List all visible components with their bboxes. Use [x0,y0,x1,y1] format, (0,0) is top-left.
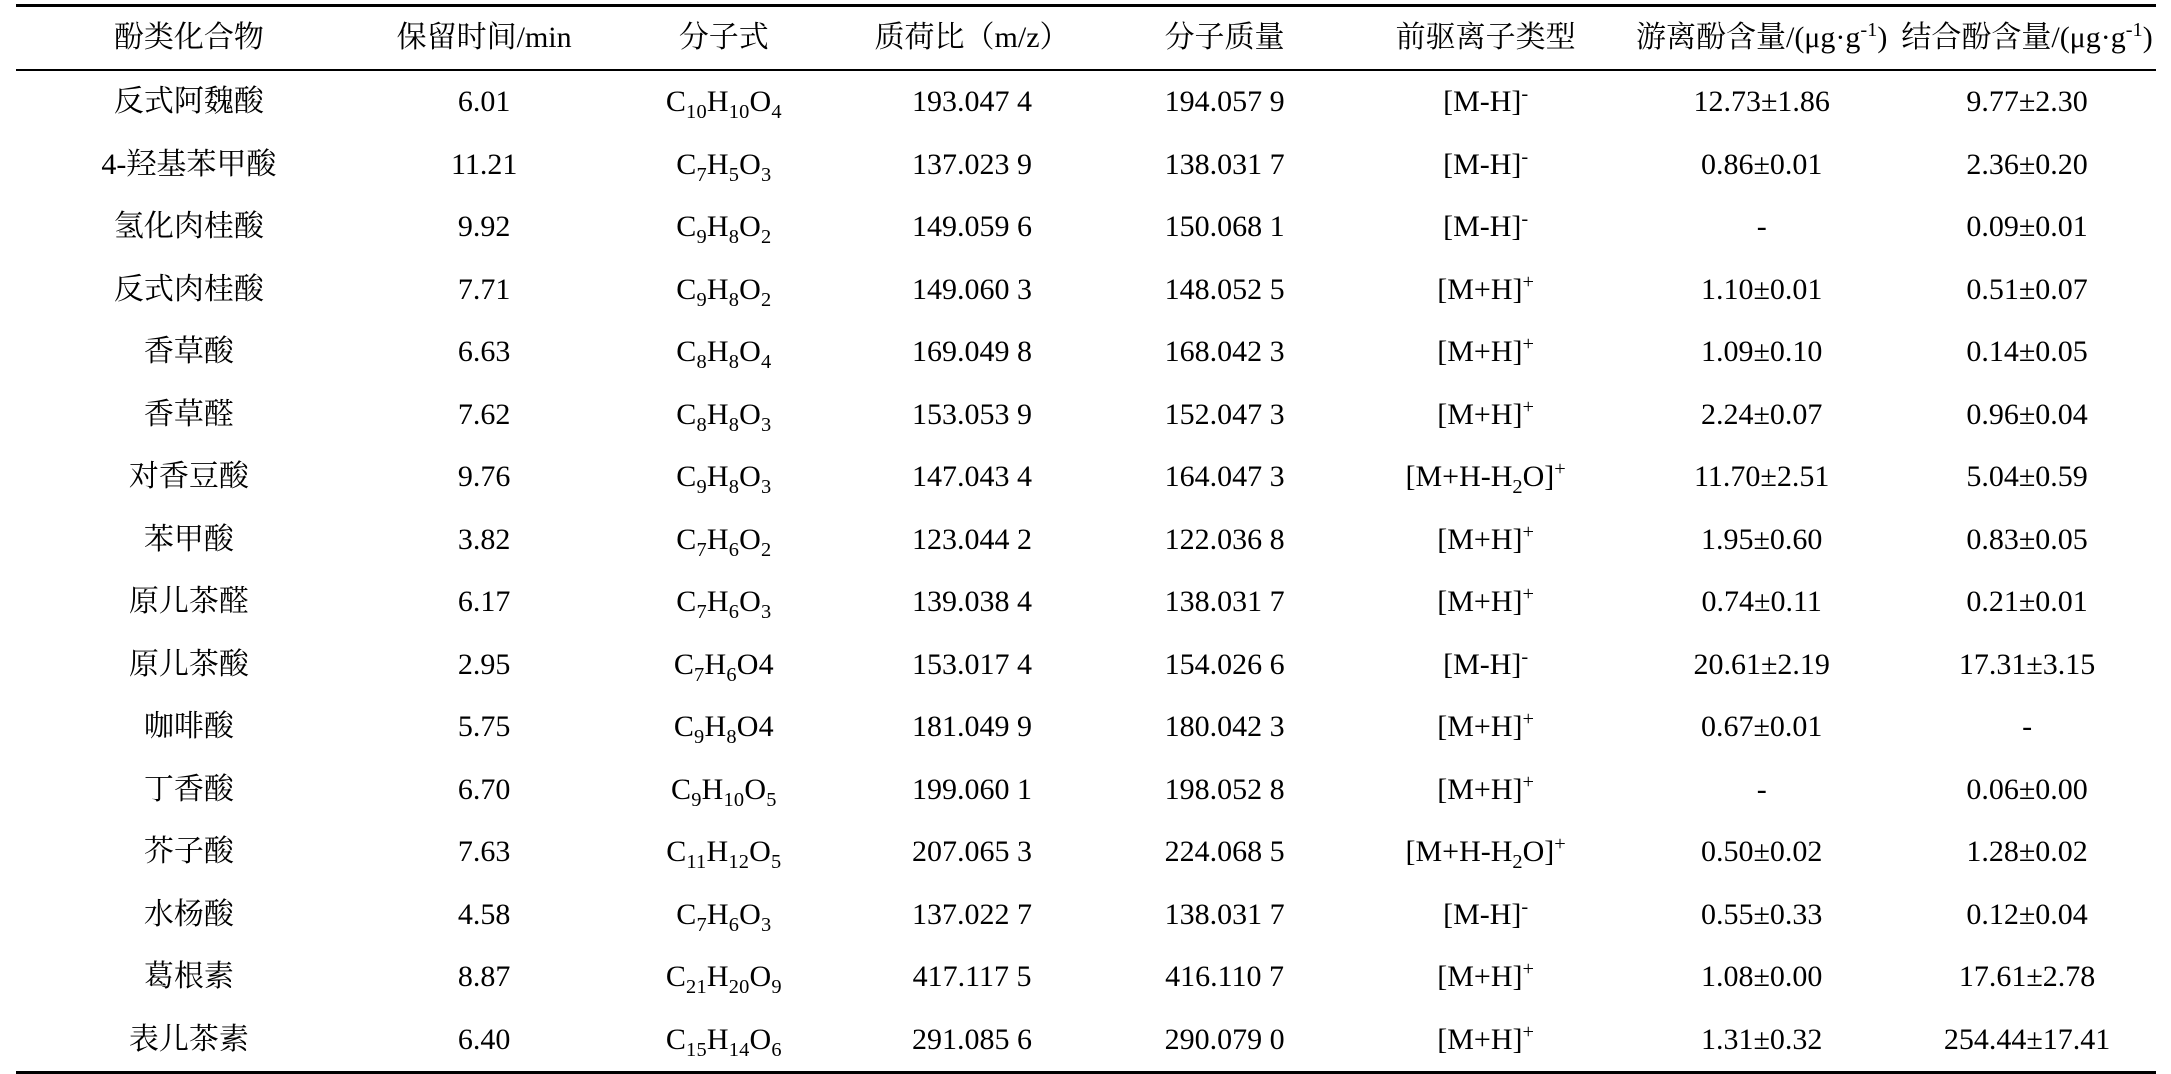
cell-mz: 153.017 4 [912,647,1033,681]
cell-free-phenol-content: 1.95±0.60 [1700,522,1823,556]
cell-free-phenol-content: 0.67±0.01 [1700,710,1823,743]
cell-retention-time: 4.58 [457,897,511,931]
cell-mz: 149.060 3 [912,272,1033,306]
precursor-charge: - [1521,145,1529,168]
cell-precursor-ion-type [1347,259,1625,322]
precursor-text: [M+H] [1437,772,1523,806]
formula-element: O [749,835,772,868]
cell-molecular-mass: 164.047 3 [1164,460,1285,493]
cell-compound: 表儿茶素 [16,1009,363,1073]
formula-element: O [739,335,761,368]
phenolic-compounds-table [16,4,2156,1074]
cell-precursor-ion-type [1347,946,1625,1009]
formula-element: H [706,960,729,993]
formula-subscript: 2 [761,288,772,311]
formula-element: O [739,522,761,556]
formula-subscript: 6 [728,601,740,623]
column-header-mz: 质荷比（m/z） [842,6,1103,71]
cell-bound-phenol-content: 0.96±0.04 [1966,397,2088,431]
precursor-text: [M+H] [1437,960,1523,993]
formula-subscript: 15 [686,1038,707,1061]
table-row [16,134,2156,197]
precursor-charge: + [1522,395,1535,418]
precursor-text: [M-H] [1443,85,1522,118]
formula-subscript: 7 [694,663,705,686]
formula-subscript: 7 [696,601,707,623]
cell-mz: 291.085 6 [842,1009,1103,1073]
formula-subscript: 9 [696,226,707,248]
precursor-charge: + [1522,333,1535,355]
formula-subscript: 20 [728,976,750,998]
formula-element: O [739,272,761,306]
cell-precursor-ion-type [1347,1009,1625,1073]
precursor-charge: + [1554,833,1566,855]
formula-element: H [706,460,729,493]
cell-free-phenol-content: 0.86±0.01 [1700,147,1823,181]
formula-element: C [665,1022,687,1056]
table-row [16,446,2156,509]
cell-retention-time: 7.62 [457,397,511,431]
cell-precursor-ion-type [1347,696,1625,759]
cell-precursor-ion-type [1347,759,1625,822]
formula-subscript: 10 [686,101,707,123]
cell-retention-time: 11.21 [450,147,518,181]
precursor-charge: - [1521,895,1529,918]
cell-bound-phenol-content: 254.44±17.41 [1899,1009,2156,1073]
table-row [16,571,2156,634]
cell-free-phenol-content: 0.55±0.33 [1700,897,1823,931]
column-header-free-phenol-content [1625,6,1899,71]
precursor-charge: - [1521,208,1529,230]
formula-element: C [666,835,687,868]
cell-mz: 137.023 9 [912,147,1033,181]
formula-subscript: 12 [728,851,750,873]
cell-precursor-ion-type [1347,446,1625,509]
precursor-text: [M+H] [1437,585,1523,618]
cell-mz: 123.044 2 [912,522,1033,556]
table-body [16,70,2156,1073]
formula-element: H [706,85,729,118]
precursor-text-tail: O] [1522,460,1555,493]
cell-molecular-mass: 148.052 5 [1164,272,1285,306]
cell-retention-time: 9.76 [457,460,511,493]
cell-free-phenol-content: - [1756,772,1767,806]
cell-precursor-ion-type [1347,571,1625,634]
cell-molecular-mass: 138.031 7 [1164,897,1285,931]
cell-molecular-mass: 224.068 5 [1164,835,1285,868]
cell-molecular-formula [606,446,841,509]
formula-element: C [665,960,687,993]
free-phenol-header-main: 游离酚含量/(μg·g [1635,21,1861,54]
precursor-text: [M-H] [1443,210,1522,243]
cell-molecular-formula [606,946,841,1009]
cell-molecular-formula [606,384,841,447]
cell-precursor-ion-type [1347,884,1625,947]
formula-subscript: 3 [761,476,772,498]
cell-retention-time: 3.82 [457,522,511,556]
formula-subscript: 2 [761,538,772,561]
formula-element: O [739,397,761,431]
formula-element: C [676,210,697,243]
formula-subscript: 5 [771,851,782,873]
cell-compound: 葛根素 [143,960,234,993]
formula-element: H [706,147,729,181]
cell-compound: 水杨酸 [143,897,234,931]
cell-free-phenol-content: 11.70±2.51 [1694,460,1830,493]
cell-bound-phenol-content: 2.36±0.20 [1966,147,2088,181]
column-header-molecular-mass: 分子质量 [1103,6,1347,71]
formula-subscript: 9 [771,976,782,998]
formula-subscript: 8 [728,226,740,248]
formula-subscript: 7 [696,538,707,561]
formula-subscript: 7 [696,913,707,936]
cell-retention-time: 6.70 [457,772,511,806]
formula-subscript: 3 [761,163,772,186]
formula-element: C [676,897,697,931]
formula-element: O [749,1022,772,1056]
cell-compound: 原儿茶酸 [128,647,249,681]
cell-compound: 香草醛 [143,397,234,431]
table-row [16,196,2156,259]
cell-bound-phenol-content: 9.77±2.30 [1966,85,2088,118]
table-row [16,1009,2156,1073]
cell-mz: 207.065 3 [912,835,1033,868]
precursor-charge: + [1522,770,1535,793]
cell-compound: 丁香酸 [143,772,234,806]
precursor-charge: + [1522,270,1535,293]
cell-molecular-formula [606,259,841,322]
cell-bound-phenol-content: 5.04±0.59 [1966,460,2088,493]
formula-element: O [749,85,772,118]
formula-subscript: 4 [771,101,782,123]
cell-retention-time: 6.40 [362,1009,606,1073]
precursor-text: [M+H] [1437,335,1523,368]
table-row [16,821,2156,884]
precursor-charge: + [1522,520,1535,543]
precursor-text: [M+H] [1437,272,1523,306]
cell-molecular-mass: 138.031 7 [1164,585,1285,618]
cell-molecular-mass: 152.047 3 [1164,397,1285,431]
table-row [16,759,2156,822]
formula-element: H [704,647,727,681]
formula-element: O [739,210,761,243]
cell-compound: 咖啡酸 [143,710,234,743]
cell-mz: 137.022 7 [912,897,1033,931]
cell-molecular-formula [606,634,841,697]
cell-molecular-formula [606,70,841,134]
precursor-text: [M-H] [1443,647,1522,681]
table-row [16,259,2156,322]
precursor-charge: + [1522,708,1535,730]
cell-free-phenol-content: 20.61±2.19 [1693,647,1830,681]
cell-bound-phenol-content: - [2022,710,2033,743]
precursor-charge: + [1522,1020,1535,1043]
cell-bound-phenol-content: 0.14±0.05 [1966,335,2088,368]
cell-molecular-formula [606,321,841,384]
formula-subscript: 11 [686,851,707,873]
precursor-text-tail: O] [1522,835,1555,868]
cell-molecular-formula [606,509,841,572]
precursor-charge: + [1522,583,1535,605]
cell-molecular-mass: 198.052 8 [1164,772,1285,806]
precursor-text: [M+H] [1437,397,1523,431]
cell-molecular-mass: 194.057 9 [1164,85,1285,118]
bound-phenol-header-exponent: -1 [2125,19,2143,41]
cell-molecular-mass: 168.042 3 [1164,335,1285,368]
formula-subscript: 7 [696,163,707,186]
column-header-bound-phenol-content [1899,6,2156,71]
cell-precursor-ion-type [1347,134,1625,197]
cell-free-phenol-content: 2.24±0.07 [1700,397,1823,431]
formula-element: H [706,585,729,618]
table-header [16,6,2156,71]
cell-mz: 193.047 4 [912,85,1033,118]
free-phenol-header-exponent: -1 [1860,19,1878,41]
cell-bound-phenol-content: 1.28±0.02 [1966,835,2088,868]
formula-subscript: 9 [696,288,707,311]
formula-element: C [676,522,697,556]
cell-mz: 149.059 6 [912,210,1033,243]
formula-subscript: 5 [766,788,777,811]
cell-mz: 153.053 9 [912,397,1033,431]
cell-retention-time: 2.95 [457,647,511,681]
cell-compound: 氢化肉桂酸 [113,210,264,243]
cell-molecular-mass: 150.068 1 [1164,210,1285,243]
cell-molecular-formula [606,571,841,634]
precursor-charge: + [1554,458,1566,480]
precursor-subscript: 2 [1512,476,1523,498]
cell-mz: 169.049 8 [912,335,1033,368]
cell-molecular-formula [606,759,841,822]
formula-subscript: 8 [696,413,707,436]
cell-molecular-mass: 416.110 7 [1165,960,1285,993]
precursor-text: [M+H] [1437,522,1523,556]
cell-molecular-mass: 290.079 0 [1103,1009,1347,1073]
bound-phenol-header-tail: ) [2142,21,2153,54]
formula-subscript: 6 [728,538,740,561]
precursor-text: [M-H] [1443,897,1522,931]
cell-precursor-ion-type [1347,70,1625,134]
formula-subscript: 10 [728,101,750,123]
formula-element: C [673,710,695,743]
cell-compound: 对香豆酸 [128,460,249,493]
formula-element: C [676,272,697,306]
precursor-charge: - [1521,83,1529,105]
table-row [16,884,2156,947]
cell-precursor-ion-type [1347,196,1625,259]
precursor-text: [M+H] [1437,1022,1523,1056]
formula-element: H [704,710,727,743]
formula-subscript: 9 [691,788,702,811]
cell-molecular-mass: 122.036 8 [1164,522,1285,556]
cell-precursor-ion-type [1347,321,1625,384]
formula-element: C [676,460,697,493]
formula-subscript: 8 [728,351,740,373]
formula-element: C [665,85,687,118]
formula-element: C [676,147,697,181]
formula-element: O4 [736,710,774,743]
cell-retention-time: 8.87 [457,960,511,993]
table-row [16,70,2156,134]
precursor-subscript: 2 [1512,851,1523,873]
cell-compound: 芥子酸 [143,835,234,868]
cell-compound: 原儿茶醛 [128,585,249,618]
formula-element: H [706,1022,729,1056]
cell-precursor-ion-type [1347,509,1625,572]
cell-bound-phenol-content: 0.21±0.01 [1966,585,2088,618]
formula-subscript: 4 [761,351,772,373]
formula-subscript: 9 [694,726,705,748]
cell-precursor-ion-type [1347,634,1625,697]
formula-element: C [676,397,697,431]
formula-subscript: 14 [728,1038,750,1061]
formula-subscript: 9 [696,476,707,498]
cell-precursor-ion-type [1347,384,1625,447]
formula-element: C [676,585,697,618]
formula-subscript: 8 [728,476,740,498]
cell-free-phenol-content: 1.09±0.10 [1700,335,1823,368]
cell-retention-time: 6.01 [457,85,511,118]
column-header-compound: 酚类化合物 [16,6,363,71]
cell-molecular-mass: 180.042 3 [1164,710,1285,743]
precursor-charge: - [1521,645,1529,668]
column-header-retention-time: 保留时间/min [362,6,606,71]
formula-element: C [671,772,692,806]
precursor-text: [M-H] [1443,147,1522,181]
table-row [16,384,2156,447]
formula-subscript: 8 [728,413,740,436]
formula-subscript: 21 [686,976,707,998]
formula-subscript: 3 [761,913,772,936]
formula-subscript: 3 [761,601,772,623]
cell-compound: 反式肉桂酸 [113,272,264,306]
formula-subscript: 6 [728,913,740,936]
cell-compound: 香草酸 [143,335,234,368]
cell-bound-phenol-content: 17.31±3.15 [1958,647,2096,681]
cell-molecular-formula [606,196,841,259]
table-row [16,321,2156,384]
cell-retention-time: 6.63 [457,335,511,368]
formula-subscript: 10 [723,788,745,811]
formula-element: H [706,897,729,931]
table-row [16,946,2156,1009]
formula-element: O [739,585,761,618]
formula-element: H [706,272,729,306]
cell-mz: 147.043 4 [912,460,1033,493]
cell-molecular-formula [606,821,841,884]
formula-element: H [706,397,729,431]
precursor-text: [M+H-H [1405,460,1513,493]
cell-free-phenol-content: 1.31±0.32 [1625,1009,1899,1073]
formula-subscript: 6 [771,1038,782,1061]
cell-retention-time: 6.17 [457,585,511,618]
formula-subscript: 3 [761,413,772,436]
formula-subscript: 2 [761,226,772,248]
formula-element: C [673,647,695,681]
cell-retention-time: 7.63 [457,835,511,868]
cell-compound: 4-羟基苯甲酸 [101,147,277,181]
cell-molecular-formula [606,884,841,947]
cell-molecular-mass: 138.031 7 [1164,147,1285,181]
formula-element: H [706,335,729,368]
cell-bound-phenol-content: 0.12±0.04 [1966,897,2088,931]
table-row [16,634,2156,697]
precursor-text: [M+H] [1437,710,1523,743]
cell-compound: 苯甲酸 [143,522,234,556]
cell-retention-time: 5.75 [457,710,511,743]
cell-free-phenol-content: 0.74±0.11 [1701,585,1822,618]
precursor-charge: + [1522,958,1535,980]
cell-bound-phenol-content: 0.83±0.05 [1966,522,2088,556]
cell-molecular-formula [606,134,841,197]
cell-bound-phenol-content: 17.61±2.78 [1958,960,2096,993]
cell-compound: 反式阿魏酸 [113,85,264,118]
cell-mz: 139.038 4 [912,585,1033,618]
formula-element: H [706,522,729,556]
cell-molecular-mass: 154.026 6 [1164,647,1285,681]
cell-retention-time: 7.71 [457,272,511,306]
cell-bound-phenol-content: 0.51±0.07 [1966,272,2088,306]
cell-retention-time: 9.92 [457,210,511,243]
formula-element: C [676,335,697,368]
formula-subscript: 5 [728,163,740,186]
formula-element: H [706,835,729,868]
cell-molecular-formula [606,696,841,759]
formula-subscript: 8 [728,288,740,311]
precursor-text: [M+H-H [1405,835,1513,868]
cell-free-phenol-content: 12.73±1.86 [1693,85,1830,118]
formula-element: O [739,460,761,493]
cell-mz: 181.049 9 [912,710,1033,743]
free-phenol-header-tail: ) [1877,21,1888,54]
formula-subscript: 6 [726,663,737,686]
cell-free-phenol-content: 1.10±0.01 [1700,272,1823,306]
column-header-precursor-ion-type: 前驱离子类型 [1347,6,1625,71]
cell-bound-phenol-content: 0.09±0.01 [1966,210,2088,243]
cell-precursor-ion-type [1347,821,1625,884]
bound-phenol-header-main: 结合酚含量/(μg·g [1901,21,2126,54]
cell-free-phenol-content: 1.08±0.00 [1700,960,1823,993]
table-row [16,509,2156,572]
formula-element: O [739,897,761,931]
formula-element: O [744,772,767,806]
formula-element: O4 [736,647,774,681]
formula-element: O [749,960,772,993]
cell-mz: 199.060 1 [912,772,1033,806]
formula-element: H [701,772,724,806]
formula-element: H [706,210,729,243]
column-header-formula: 分子式 [606,6,841,71]
table-row [16,696,2156,759]
formula-element: O [739,147,761,181]
cell-molecular-formula [606,1009,841,1073]
cell-mz: 417.117 5 [912,960,1032,993]
formula-subscript: 8 [726,726,737,748]
cell-free-phenol-content: 0.50±0.02 [1700,835,1823,868]
cell-bound-phenol-content: 0.06±0.00 [1966,772,2088,806]
cell-free-phenol-content: - [1756,210,1767,243]
table-header-row [16,6,2156,71]
formula-subscript: 8 [696,351,707,373]
